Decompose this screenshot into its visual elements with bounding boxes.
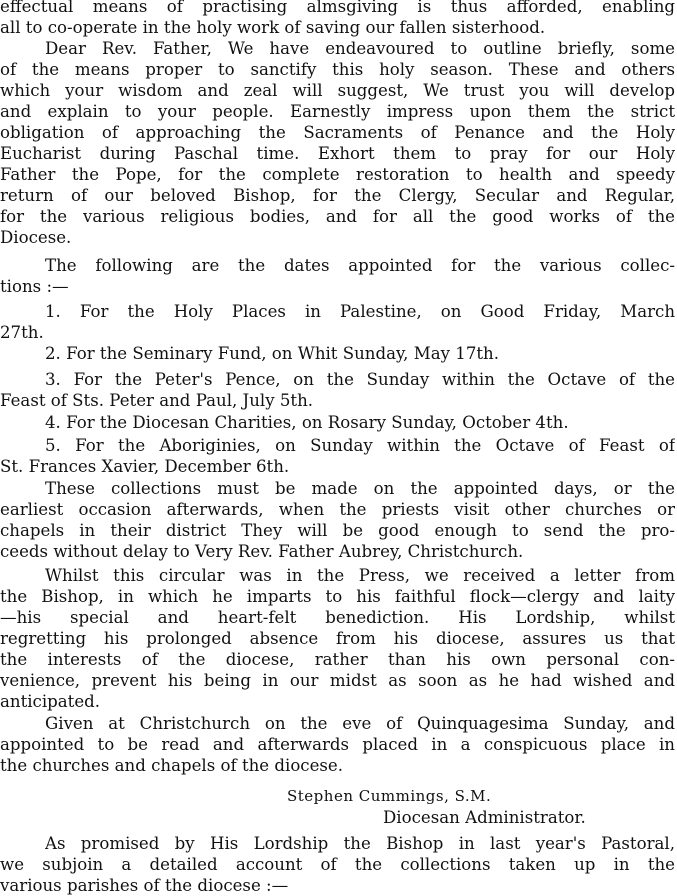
text-line: Diocese. [0,228,72,247]
paragraph-start: The following are the dates appointed for the various collec- [45,256,675,275]
text-line: Feast of Sts. Peter and Paul, July 5th. [0,391,314,410]
signature-title: Diocesan Administrator. [383,808,586,827]
text-line: venience, prevent his being in our midst as soon as he had wished and [0,671,675,690]
paragraph-start: Whilst this circular was in the Press, we received a letter from [45,566,675,585]
text-line: Eucharist during Paschal time. Exhort them to pray for our Holy [0,144,675,163]
text-line: effectual means of practising almsgiving is thus afforded, enabling [0,0,675,16]
list-item: 1. For the Holy Places in Palestine, on Good Friday, March [45,302,675,321]
text-line: return of our beloved Bishop, for the Clergy, Secular and Regular, [0,186,675,205]
text-line: regretting his prolonged absence from his diocese, assures us that [0,629,675,648]
list-item: 5. For the Aboriginies, on Sunday within the Octave of Feast of [45,436,675,455]
text-line: the interests of the diocese, rather than his own personal con- [0,650,675,669]
signature-name: Stephen Cummings, S.M. [287,787,492,805]
text-line: tions :— [0,277,69,296]
text-line: 27th. [0,323,44,342]
text-line: which your wisdom and zeal will suggest, We trust you will develop [0,81,675,100]
text-line: obligation of approaching the Sacraments of Penance and the Holy [0,123,675,142]
text-line: all to co-operate in the holy work of saving our fallen sisterhood. [0,18,546,37]
text-line: Father the Pope, for the complete restoration to health and speedy [0,165,675,184]
paragraph-start: These collections must be made on the appointed days, or the [45,479,675,498]
list-item: 4. For the Diocesan Charities, on Rosary Sunday, October 4th. [45,413,569,432]
text-line: anticipated. [0,692,101,711]
text-line: and explain to your people. Earnestly impress upon them the strict [0,102,675,121]
text-line: chapels in their district They will be good enough to send the pro- [0,521,675,540]
text-line: ceeds without delay to Very Rev. Father Aubrey, Christchurch. [0,542,524,561]
text-line: the Bishop, in which he imparts to his faithful flock—clergy and laity [0,587,675,606]
text-line: —his special and heart-felt benediction. His Lordship, whilst [0,608,675,627]
text-line: of the means proper to sanctify this holy season. These and others [0,60,675,79]
list-item: 3. For the Peter's Pence, on the Sunday within the Octave of the [45,370,675,389]
text-line: earliest occasion afterwards, when the priests visit other churches or [0,500,675,519]
text-line: appointed to be read and afterwards placed in a conspicuous place in [0,735,675,754]
text-line: for the various religious bodies, and for all the good works of the [0,207,675,226]
paragraph-start: Dear Rev. Father, We have endeavoured to outline briefly, some [45,39,675,58]
paragraph-start: Given at Christchurch on the eve of Quinquagesima Sunday, and [45,714,675,733]
text-line: the churches and chapels of the diocese. [0,756,344,775]
text-line: various parishes of the diocese :— [0,876,289,895]
text-line: St. Frances Xavier, December 6th. [0,457,290,476]
list-item: 2. For the Seminary Fund, on Whit Sunday, May 17th. [45,344,500,363]
paragraph-start: As promised by His Lordship the Bishop in last year's Pastoral, [45,834,675,853]
text-line: we subjoin a detailed account of the collections taken up in the [0,855,675,874]
